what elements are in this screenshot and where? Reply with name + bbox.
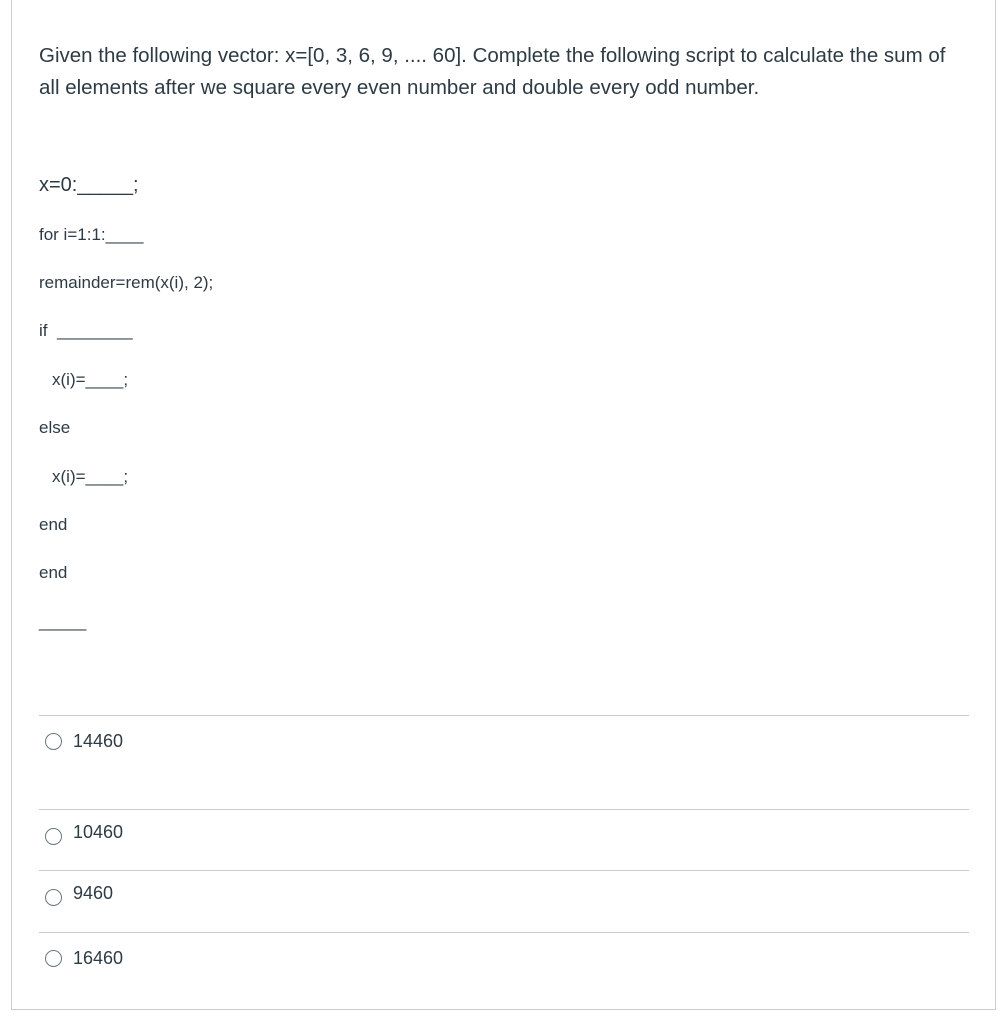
code-line-6: else	[39, 418, 71, 437]
code-line-5: x(i)=____;	[52, 370, 129, 389]
answer-divider	[39, 870, 969, 871]
radio-button[interactable]	[45, 733, 62, 750]
answer-option-2[interactable]	[39, 812, 969, 852]
code-line-1: x=0:_____;	[39, 174, 139, 196]
answer-divider	[39, 932, 969, 933]
code-line-2: for i=1:1:____	[39, 225, 144, 244]
question-card	[11, 0, 996, 1010]
answer-divider	[39, 715, 969, 716]
answer-label: 16460	[73, 947, 124, 968]
answer-divider	[39, 809, 969, 810]
question-text: Given the following vector: x=[0, 3, 6, 9, .... 60]. Complete the following script to calculate the sum of all elements after we square every even number and double every odd number.	[39, 44, 946, 99]
answer-option-4[interactable]	[39, 938, 969, 978]
code-line-7: x(i)=____;	[52, 467, 129, 486]
code-line-4: if ________	[39, 321, 133, 340]
radio-button[interactable]	[45, 889, 62, 906]
code-line-10: _____	[39, 612, 87, 631]
answer-option-1[interactable]	[39, 721, 969, 761]
code-line-9: end	[39, 563, 68, 582]
answer-label: 14460	[73, 730, 124, 751]
answer-option-3[interactable]	[39, 873, 969, 913]
answer-label: 9460	[73, 882, 114, 903]
answer-label: 10460	[73, 821, 124, 842]
radio-button[interactable]	[45, 950, 62, 967]
radio-button[interactable]	[45, 828, 62, 845]
code-line-8: end	[39, 515, 68, 534]
code-line-3: remainder=rem(x(i), 2);	[39, 273, 214, 292]
